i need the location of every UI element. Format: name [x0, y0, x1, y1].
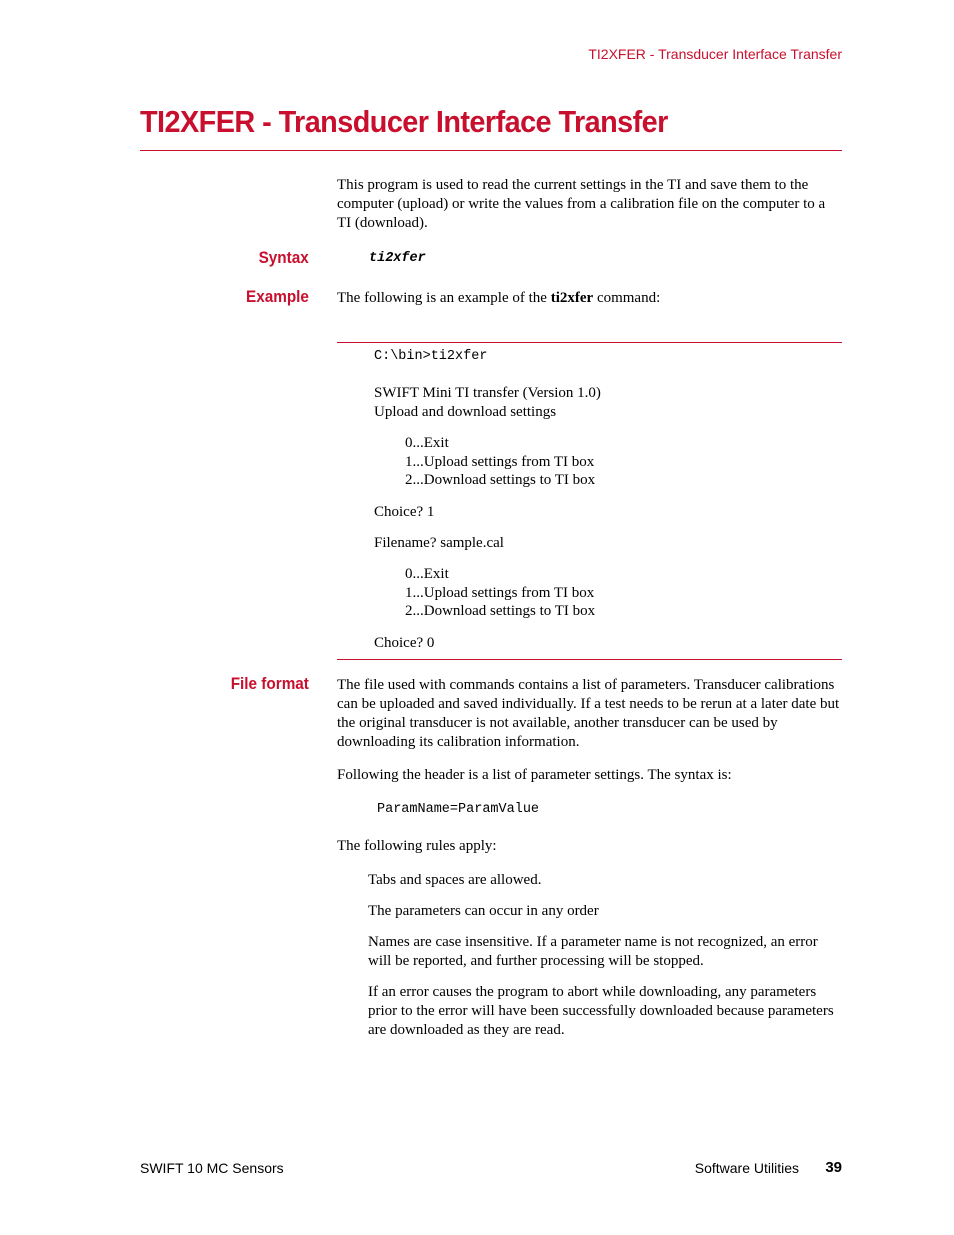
menu-list-2 — [405, 565, 595, 621]
footer-product: SWIFT 10 MC Sensors — [140, 1160, 284, 1176]
menu-item: 2...Download settings to TI box — [405, 472, 596, 488]
menu-item: 0...Exit — [405, 435, 449, 451]
rule-item: Names are case insensitive. If a parameter name is not recognized, an error will be reported, and further processing will be stopped. — [368, 934, 818, 969]
example-heading: Example — [246, 287, 309, 306]
file-format-paragraph-1: The file used with commands contains a list of parameters. Transducer calibrations can be uploaded and saved individually. If a test needs to be rerun at a later date but the original transducer is not available, another transducer can be used by downloading its calibration information. — [337, 677, 840, 750]
syntax-command: ti2xfer — [369, 251, 426, 266]
code-top-rule — [337, 342, 842, 343]
example-text-after: command: — [593, 290, 661, 306]
code-filename: Filename? sample.cal — [374, 535, 504, 551]
running-header: TI2XFER - Transducer Interface Transfer — [588, 46, 842, 62]
rules-intro: The following rules apply: — [337, 838, 497, 854]
code-banner-line2: Upload and download settings — [374, 404, 557, 420]
file-format-heading: File format — [230, 674, 309, 693]
page-number: 39 — [825, 1159, 842, 1176]
example-intro — [337, 289, 842, 308]
param-syntax-code: ParamName=ParamValue — [377, 802, 540, 817]
footer-section: Software Utilities — [694, 1160, 799, 1176]
title-rule — [140, 150, 842, 151]
menu-item: 1...Upload settings from TI box — [405, 453, 595, 470]
menu-item: 0...Exit — [405, 566, 449, 582]
intro-paragraph: This program is used to read the current settings in the TI and save them to the computer (upload) or write the values from a calibration file on the computer to a TI (download). — [337, 177, 826, 231]
code-prompt: C:\bin>ti2xfer — [374, 349, 488, 364]
rule-item: The parameters can occur in any order — [368, 903, 599, 919]
page-title: TI2XFER - Transducer Interface Transfer — [140, 104, 668, 139]
menu-list-1 — [405, 434, 595, 490]
code-choice-1: Choice? 1 — [374, 504, 435, 520]
example-text-before: The following is an example of the — [337, 290, 551, 306]
code-choice-2: Choice? 0 — [374, 635, 435, 651]
rule-item: If an error causes the program to abort while downloading, any parameters prior to the error will have been successfully downloaded because parameters are downloaded as they are read. — [368, 984, 834, 1038]
menu-item: 1...Upload settings from TI box — [405, 584, 595, 601]
code-bottom-rule — [337, 659, 842, 660]
syntax-heading: Syntax — [258, 248, 309, 267]
code-banner-line1: SWIFT Mini TI transfer (Version 1.0) — [374, 385, 601, 401]
rule-item: Tabs and spaces are allowed. — [368, 872, 542, 888]
file-format-paragraph-2: Following the header is a list of parameter settings. The syntax is: — [337, 767, 732, 783]
example-command: ti2xfer — [550, 290, 594, 306]
menu-item: 2...Download settings to TI box — [405, 603, 596, 619]
